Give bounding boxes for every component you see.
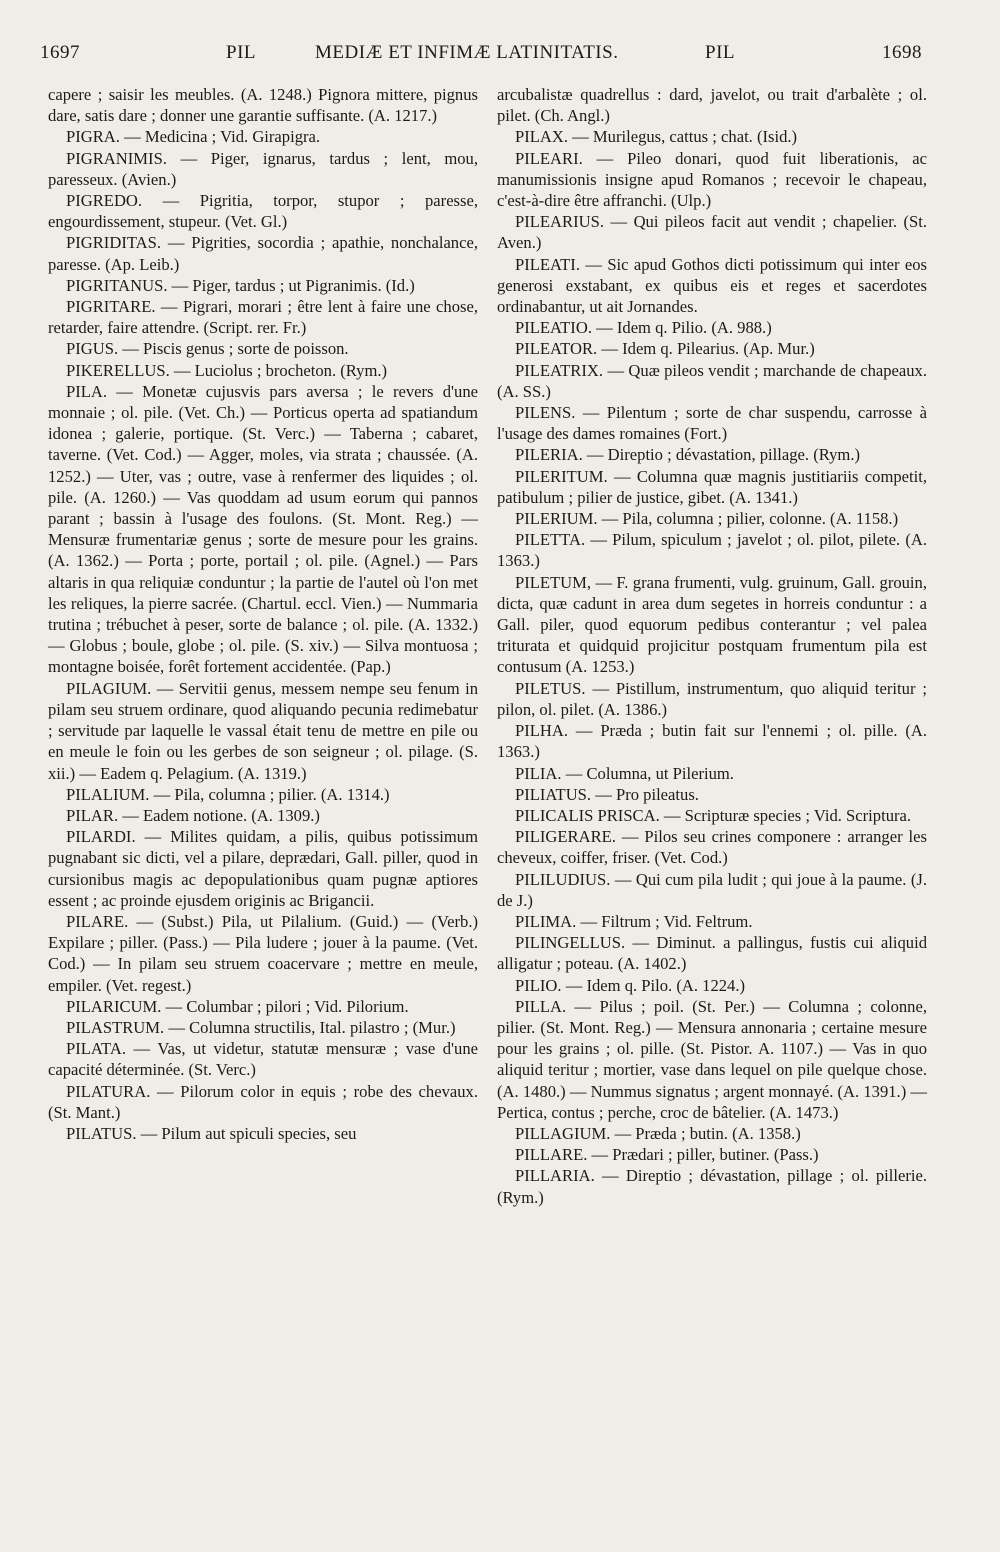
entry-headword: PILIA. xyxy=(515,763,562,783)
entry-definition: — Quæ pileos vendit ; marchande de chapeaux. (A. SS.) xyxy=(497,360,927,401)
entry-definition: — Columna quæ magnis justitiariis competit, patibulum ; pilier de justice, gibet. (A. 1341.) xyxy=(497,466,928,507)
entry-definition: — Qui pileos facit aut vendit ; chapelier. (St. Aven.) xyxy=(497,212,927,253)
entry-headword: PILAGIUM. xyxy=(66,678,152,698)
dictionary-entry xyxy=(497,84,927,126)
entry-definition: — Idem q. Pilio. (A. 988.) xyxy=(596,318,772,338)
entry-definition: — Murilegus, cattus ; chat. (Isid.) xyxy=(572,127,798,147)
entry-definition: — Pilentum ; sorte de char suspendu, carrosse à l'usage des dames romaines (Fort.) xyxy=(497,403,927,444)
dictionary-entry xyxy=(497,360,927,402)
entry-headword: PIGRANIMIS. xyxy=(66,148,167,168)
entry-definition: — Pistillum, instrumentum, quo aliquid teritur ; pilon, ol. pilet. (A. 1386.) xyxy=(497,678,927,719)
entry-headword: PILA. xyxy=(66,381,108,401)
entry-definition: — Pilus ; poil. (St. Per.) — Columna ; colonne, pilier. (St. Mont. Reg.) — Mensura annonaria ; certaine mesure pour les grains ; ol. pille. (St. Pistor. A. 1107.) — Vas in quo aliquid teritur ; mortier, vase dans lequel on pile quelque chose. (A. 1480.) — Nummus signatus ; argent monnayé. (A. 1391.) — Pertica, contus ; perche, croc de bâtelier. (A. 1473.) xyxy=(497,996,927,1122)
dictionary-entry xyxy=(497,529,927,571)
entry-headword: PILARE. xyxy=(66,911,129,931)
entry-headword: PIGRITARE. xyxy=(66,297,156,317)
entry-definition: — Idem q. Pilearius. (Ap. Mur.) xyxy=(601,339,815,359)
entry-definition: — Pigrities, socordia ; apathie, nonchalance, paresse. (Ap. Leib.) xyxy=(48,233,478,274)
entry-definition: — Diminut. a pallingus, fustis cui aliquid alligatur ; poteau. (A. 1402.) xyxy=(497,933,927,974)
entry-definition: — (Subst.) Pila, ut Pilalium. (Guid.) — (Verb.) Expilare ; piller. (Pass.) — Pila ludere ; jouer à la paume. (Vet. Cod.) — In pilam seu struem coacervare ; mettre en meule, empiler. (Vet. regest.) xyxy=(48,911,478,995)
entry-definition: — Pigrari, morari ; être lent à faire une chose, retarder, faire attendre. (Script. rer. Fr.) xyxy=(48,297,478,338)
entry-headword: PILEARI. xyxy=(515,148,583,168)
left-page-number: 1697 xyxy=(40,42,80,63)
dictionary-entry xyxy=(497,996,927,1123)
left-column xyxy=(48,84,478,1144)
entry-headword: PILENS. xyxy=(515,403,576,423)
entry-definition: — Pilum, spiculum ; javelot ; ol. pilot, pilete. (A. 1363.) xyxy=(497,530,927,571)
entry-headword: PILLAGIUM. xyxy=(515,1123,611,1143)
right-guide-word: PIL xyxy=(705,42,735,63)
entry-definition: — Piscis genus ; sorte de poisson. xyxy=(122,339,349,359)
entry-headword: PILERIA. xyxy=(515,445,583,465)
entry-headword: PILIMA. xyxy=(515,911,577,931)
entry-headword: PILIATUS. xyxy=(515,784,592,804)
dictionary-entry xyxy=(48,190,478,232)
dictionary-entry xyxy=(48,784,478,805)
entry-headword: PIGRA. xyxy=(66,127,120,147)
entry-definition: — Columna structilis, Ital. pilastro ; (Mur.) xyxy=(168,1017,456,1037)
entry-definition: — Pro pileatus. xyxy=(595,784,699,804)
entry-definition: — Pilos seu crines componere : arranger les cheveux, coiffer, friser. (Vet. Cod.) xyxy=(497,827,927,868)
dictionary-entry xyxy=(497,508,927,529)
entry-definition: — Pilorum color in equis ; robe des chevaux. (St. Mant.) xyxy=(48,1081,478,1122)
entry-headword: PIGRIDITAS. xyxy=(66,233,162,253)
dictionary-entry xyxy=(497,720,927,762)
dictionary-entry xyxy=(497,338,927,359)
entry-headword: PILILUDIUS. xyxy=(515,869,611,889)
entry-headword: PILINGELLUS. xyxy=(515,933,626,953)
dictionary-entry xyxy=(48,232,478,274)
dictionary-entry xyxy=(497,126,927,147)
entry-headword: PILETUS. xyxy=(515,678,586,698)
entry-headword: PILATUS. xyxy=(66,1123,137,1143)
entry-definition: — Præda ; butin fait sur l'ennemi ; ol. pille. (A. 1363.) xyxy=(497,721,927,762)
entry-headword: PILEATI. xyxy=(515,254,580,274)
dictionary-entry xyxy=(497,1123,927,1144)
dictionary-entry xyxy=(48,826,478,911)
entry-headword: PILERITUM. xyxy=(515,466,608,486)
dictionary-entry xyxy=(497,975,927,996)
entry-definition: — Pila, columna ; pilier. (A. 1314.) xyxy=(153,784,390,804)
dictionary-entry xyxy=(497,254,927,318)
dictionary-entry xyxy=(48,275,478,296)
dictionary-entry xyxy=(48,911,478,996)
entry-headword: PILASTRUM. xyxy=(66,1017,165,1037)
dictionary-entry xyxy=(497,932,927,974)
right-column xyxy=(497,84,927,1208)
entry-definition: — Sic apud Gothos dicti potissimum qui inter eos generosi exstabant, ex quibus eis et reges et sacerdotes ordinabantur, ut ait Jornandes. xyxy=(497,254,927,317)
entry-headword: PILICALIS PRISCA. xyxy=(515,805,660,825)
dictionary-entry xyxy=(48,678,478,784)
entry-headword: PILEATOR. xyxy=(515,339,598,359)
dictionary-entry xyxy=(48,805,478,826)
entry-definition: arcubalistæ quadrellus : dard, javelot, ou trait d'arbalète ; ol. pilet. (Ch. Angl.) xyxy=(497,85,927,126)
entry-headword: PILAR. xyxy=(66,805,119,825)
entry-headword: PILIO. xyxy=(515,975,562,995)
dictionary-entry xyxy=(48,360,478,381)
entry-headword: PILERIUM. xyxy=(515,509,598,529)
entry-headword: PIGUS. xyxy=(66,339,119,359)
dictionary-entry xyxy=(48,1123,478,1144)
entry-definition: — Direptio ; dévastation, pillage ; ol. pillerie. (Rym.) xyxy=(497,1166,927,1207)
entry-headword: PILIGERARE. xyxy=(515,827,616,847)
dictionary-entry xyxy=(48,1017,478,1038)
dictionary-entry xyxy=(48,296,478,338)
dictionary-entry xyxy=(497,317,927,338)
entry-definition: — Luciolus ; brocheton. (Rym.) xyxy=(173,360,388,380)
entry-headword: PILATA. xyxy=(66,1039,126,1059)
entry-definition: — Pila, columna ; pilier, colonne. (A. 1158.) xyxy=(601,509,899,529)
dictionary-entry xyxy=(48,381,478,678)
entry-headword: PILLA. xyxy=(515,996,567,1016)
entry-definition: — Direptio ; dévastation, pillage. (Rym.) xyxy=(586,445,860,465)
entry-definition: capere ; saisir les meubles. (A. 1248.) Pignora mittere, pignus dare, satis dare ; donner une garantie suffisante. (A. 1217.) xyxy=(48,85,478,126)
entry-definition: — Filtrum ; Vid. Feltrum. xyxy=(580,911,753,931)
dictionary-entry xyxy=(497,805,927,826)
dictionary-entry xyxy=(497,826,927,868)
dictionary-entry xyxy=(497,402,927,444)
entry-headword: PILHA. xyxy=(515,721,569,741)
dictionary-entry xyxy=(497,211,927,253)
dictionary-entry xyxy=(497,678,927,720)
dictionary-entry xyxy=(48,148,478,190)
dictionary-entry xyxy=(497,444,927,465)
entry-headword: PILLARE. xyxy=(515,1145,588,1165)
entry-definition: — Piger, ignarus, tardus ; lent, mou, paresseux. (Avien.) xyxy=(48,148,478,189)
dictionary-entry xyxy=(497,1144,927,1165)
entry-definition: — Columna, ut Pilerium. xyxy=(565,763,734,783)
entry-definition: — Eadem notione. (A. 1309.) xyxy=(122,805,320,825)
entry-definition: — Prædari ; piller, butiner. (Pass.) xyxy=(591,1145,819,1165)
entry-definition: — Pileo donari, quod fuit liberationis, ac manumissionis insigne apud Romanos ; recevoir le chapeau, c'est-à-dire être affranchi. (Ulp.) xyxy=(497,148,927,211)
entry-headword: PILAX. xyxy=(515,127,569,147)
entry-headword: PILATURA. xyxy=(66,1081,151,1101)
entry-definition: — Pigritia, torpor, stupor ; paresse, engourdissement, stupeur. (Vet. Gl.) xyxy=(48,191,478,232)
dictionary-entry xyxy=(48,1038,478,1080)
entry-headword: PILARICUM. xyxy=(66,996,162,1016)
entry-headword: PILARDI. xyxy=(66,827,136,847)
entry-definition: — Scripturæ species ; Vid. Scriptura. xyxy=(663,805,912,825)
entry-definition: — Vas, ut videtur, statutæ mensuræ ; vase d'une capacité déterminée. (St. Verc.) xyxy=(48,1039,479,1080)
dictionary-entry xyxy=(48,338,478,359)
dictionary-entry xyxy=(497,1165,927,1207)
dictionary-entry xyxy=(497,784,927,805)
dictionary-entry xyxy=(497,466,927,508)
entry-headword: PILEARIUS. xyxy=(515,212,604,232)
running-header xyxy=(40,42,940,82)
dictionary-entry xyxy=(497,763,927,784)
entry-definition: — Medicina ; Vid. Girapigra. xyxy=(124,127,321,147)
entry-headword: PILEATRIX. xyxy=(515,360,604,380)
dictionary-entry xyxy=(497,869,927,911)
right-page-number: 1698 xyxy=(882,42,922,63)
entry-headword: PILLARIA. xyxy=(515,1166,595,1186)
dictionary-entry xyxy=(48,996,478,1017)
dictionary-entry xyxy=(497,911,927,932)
entry-definition: — Milites quidam, a pilis, quibus potissimum pugnabant sic dicti, vel a pilare, deprædari, Gall. piller, quod in cursionibus magis ac depopulationibus quam pugnæ aptiores essent ; ac proinde ejusdem originis ac Brigancii. xyxy=(48,827,478,910)
entry-headword: PIKERELLUS. xyxy=(66,360,170,380)
running-title: MEDIÆ ET INFIMÆ LATINITATIS. xyxy=(315,42,619,63)
entry-definition: — Servitii genus, messem nempe seu fenum in pilam seu struem ordinare, quod aliquando pecunia redimebatur ; servitude par laquelle le vassal était tenu de mettre en pile ou en meule le foin ou les gerbes de son seigneur ; ol. pilage. (S. xii.) — Eadem q. Pelagium. (A. 1319.) xyxy=(48,678,478,783)
left-guide-word: PIL xyxy=(226,42,256,63)
entry-definition: — Idem q. Pilo. (A. 1224.) xyxy=(565,975,746,995)
dictionary-entry xyxy=(48,126,478,147)
entry-headword: PIGRITANUS. xyxy=(66,275,168,295)
entry-definition: — Piger, tardus ; ut Pigranimis. (Id.) xyxy=(171,275,415,295)
dictionary-entry xyxy=(497,148,927,212)
entry-definition: — Pilum aut spiculi species, seu xyxy=(140,1123,357,1143)
entry-headword: PILETUM, xyxy=(515,572,592,592)
dictionary-entry xyxy=(48,1081,478,1123)
entry-headword: PIGREDO. xyxy=(66,191,143,211)
dictionary-entry xyxy=(48,84,478,126)
entry-definition: — Columbar ; pilori ; Vid. Pilorium. xyxy=(165,996,409,1016)
entry-definition: — F. grana frumenti, vulg. gruinum, Gall. grouin, dicta, quæ cadunt in area dum segetes in horreis conduntur : a Gall. piler, quod equorum pedibus conterantur ; vel palea triturata et quidquid projicitur postquam frumentum pila est contusum (A. 1253.) xyxy=(497,572,927,677)
entry-headword: PILETTA. xyxy=(515,530,586,550)
entry-headword: PILALIUM. xyxy=(66,784,150,804)
entry-definition: — Præda ; butin. (A. 1358.) xyxy=(614,1123,801,1143)
entry-definition: — Monetæ cujusvis pars aversa ; le revers d'une monnaie ; ol. pile. (Vet. Ch.) — Porticus operta ad spatiandum idonea ; galerie, portique. (St. Verc.) — Taberna ; cabaret, taverne. (Vet. Cod.) — Agger, moles, via strata ; chaussée. (A. 1252.) — Uter, vas ; outre, vase à renfermer des liquides ; ol. pile. (A. 1260.) — Vas quoddam ad usum eorum qui pannos parant ; bassin à l'usage des foulons. (St. Mont. Reg.) — Mensuræ frumentariæ genus ; sorte de mesure pour les grains. (A. 1362.) — Porta ; porte, portail ; ol. pile. (Agnel.) — Pars altaris in qua reliquiæ conduntur ; la partie de l'autel où l'on met les reliques, la pierre sacrée. (Chartul. eccl. Vien.) — Nummaria trutina ; trébuchet à peser, sorte de balance ; ol. pile. (A. 1332.) — Globus ; boule, globe ; ol. pile. (S. xiv.) — Silva montuosa ; montagne boisée, forêt fortement accidentée. (Pap.) xyxy=(48,381,478,677)
entry-headword: PILEATIO. xyxy=(515,318,592,338)
entry-definition: — Qui cum pila ludit ; qui joue à la paume. (J. de J.) xyxy=(497,869,927,910)
dictionary-entry xyxy=(497,572,927,678)
